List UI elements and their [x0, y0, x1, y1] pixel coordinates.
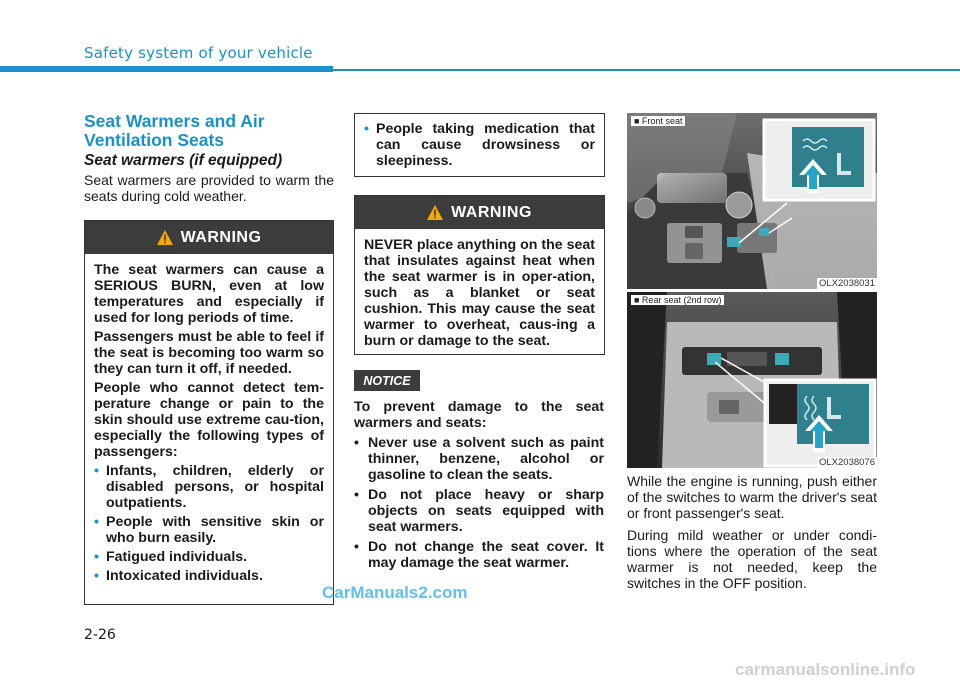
warning-paragraph: People who cannot detect tem-perature change or pain to the skin should use extreme cau-tion, especially the following types of passengers: — [94, 380, 324, 460]
warning-paragraph: Passengers must be able to feel if the seat is becoming too warm so they can turn it off, if needed. — [94, 329, 324, 377]
warning-header — [355, 196, 604, 229]
warning-triangle-icon — [157, 230, 173, 245]
list-item: • Never use a solvent such as paint thinner, benzene, alcohol or gasoline to clean the seats. — [354, 435, 604, 483]
subsection-title: Seat warmers (if equipped) — [84, 152, 283, 169]
rear-seat-figure — [627, 292, 877, 468]
warning-body — [355, 229, 604, 349]
list-item: • Intoxicated individuals. — [94, 568, 263, 584]
notice-badge: NOTICE — [354, 370, 420, 391]
list-item: • Do not place heavy or sharp objects on seats equipped with seat warmers. — [354, 487, 604, 535]
running-header: Safety system of your vehicle — [84, 44, 313, 62]
operation-text — [627, 473, 877, 597]
figure-code: OLX2038031 — [819, 278, 875, 289]
warning-label: WARNING — [451, 203, 532, 221]
list-item: • Do not change the seat cover. It may damage the seat warmer. — [354, 539, 604, 571]
warning-box-2 — [354, 195, 605, 355]
figure-caption: ■ Rear seat (2nd row) — [631, 295, 724, 305]
warning-label: WARNING — [180, 228, 262, 246]
page-number: 2-26 — [84, 627, 116, 643]
list-item: • People with sensitive skin or who burn easily. — [94, 514, 324, 546]
list-item: • Infants, children, elderly or disabled persons, or hospital outpatients. — [94, 463, 324, 511]
warning-paragraph: The seat warmers can cause a SERIOUS BURN, even at low temperatures and especially if used for long periods of time. — [94, 262, 324, 326]
warning-triangle-icon — [427, 205, 443, 220]
section-title: Seat Warmers and Air Ventilation Seats — [84, 111, 265, 150]
paragraph: While the engine is running, push either of the switches to warm the driver's seat or front passenger's seat. — [627, 473, 877, 521]
warning-paragraph: NEVER place anything on the seat that insulates against heat when the seat warmer is in oper-ation, such as a blanket or seat cushion. This may cause the seat warmer to overheat, caus-ing a burn or damage to the seat. — [364, 237, 595, 349]
front-console-illustration — [627, 113, 877, 289]
list-item: • People taking medication that can cause drowsiness or sleepiness. — [364, 121, 595, 169]
notice-lead: To prevent damage to the seat warmers and seats: — [354, 399, 604, 431]
header-rule-thin — [333, 69, 960, 71]
figure-code: OLX2038076 — [819, 457, 875, 468]
figure-caption: ■ Front seat — [631, 116, 685, 126]
intro-paragraph: Seat warmers are provided to warm the seats during cold weather. — [84, 172, 334, 204]
front-seat-figure — [627, 113, 877, 289]
rear-console-illustration — [627, 292, 877, 468]
warning-box-1 — [84, 220, 334, 605]
warning-body — [355, 114, 604, 169]
notice-content — [354, 399, 604, 575]
warning-continued-box — [354, 113, 605, 177]
list-item: • Fatigued individuals. — [94, 549, 248, 565]
warning-header — [85, 221, 333, 254]
paragraph: During mild weather or under condi-tions where the operation of the seat warmer is not needed, keep the switches in the OFF position. — [627, 527, 877, 591]
watermark-link[interactable]: CarManuals2.com — [322, 583, 468, 602]
warning-body — [85, 254, 333, 584]
watermark-footer: carmanualsonline.info — [735, 660, 916, 679]
header-rule-thick — [0, 66, 333, 72]
